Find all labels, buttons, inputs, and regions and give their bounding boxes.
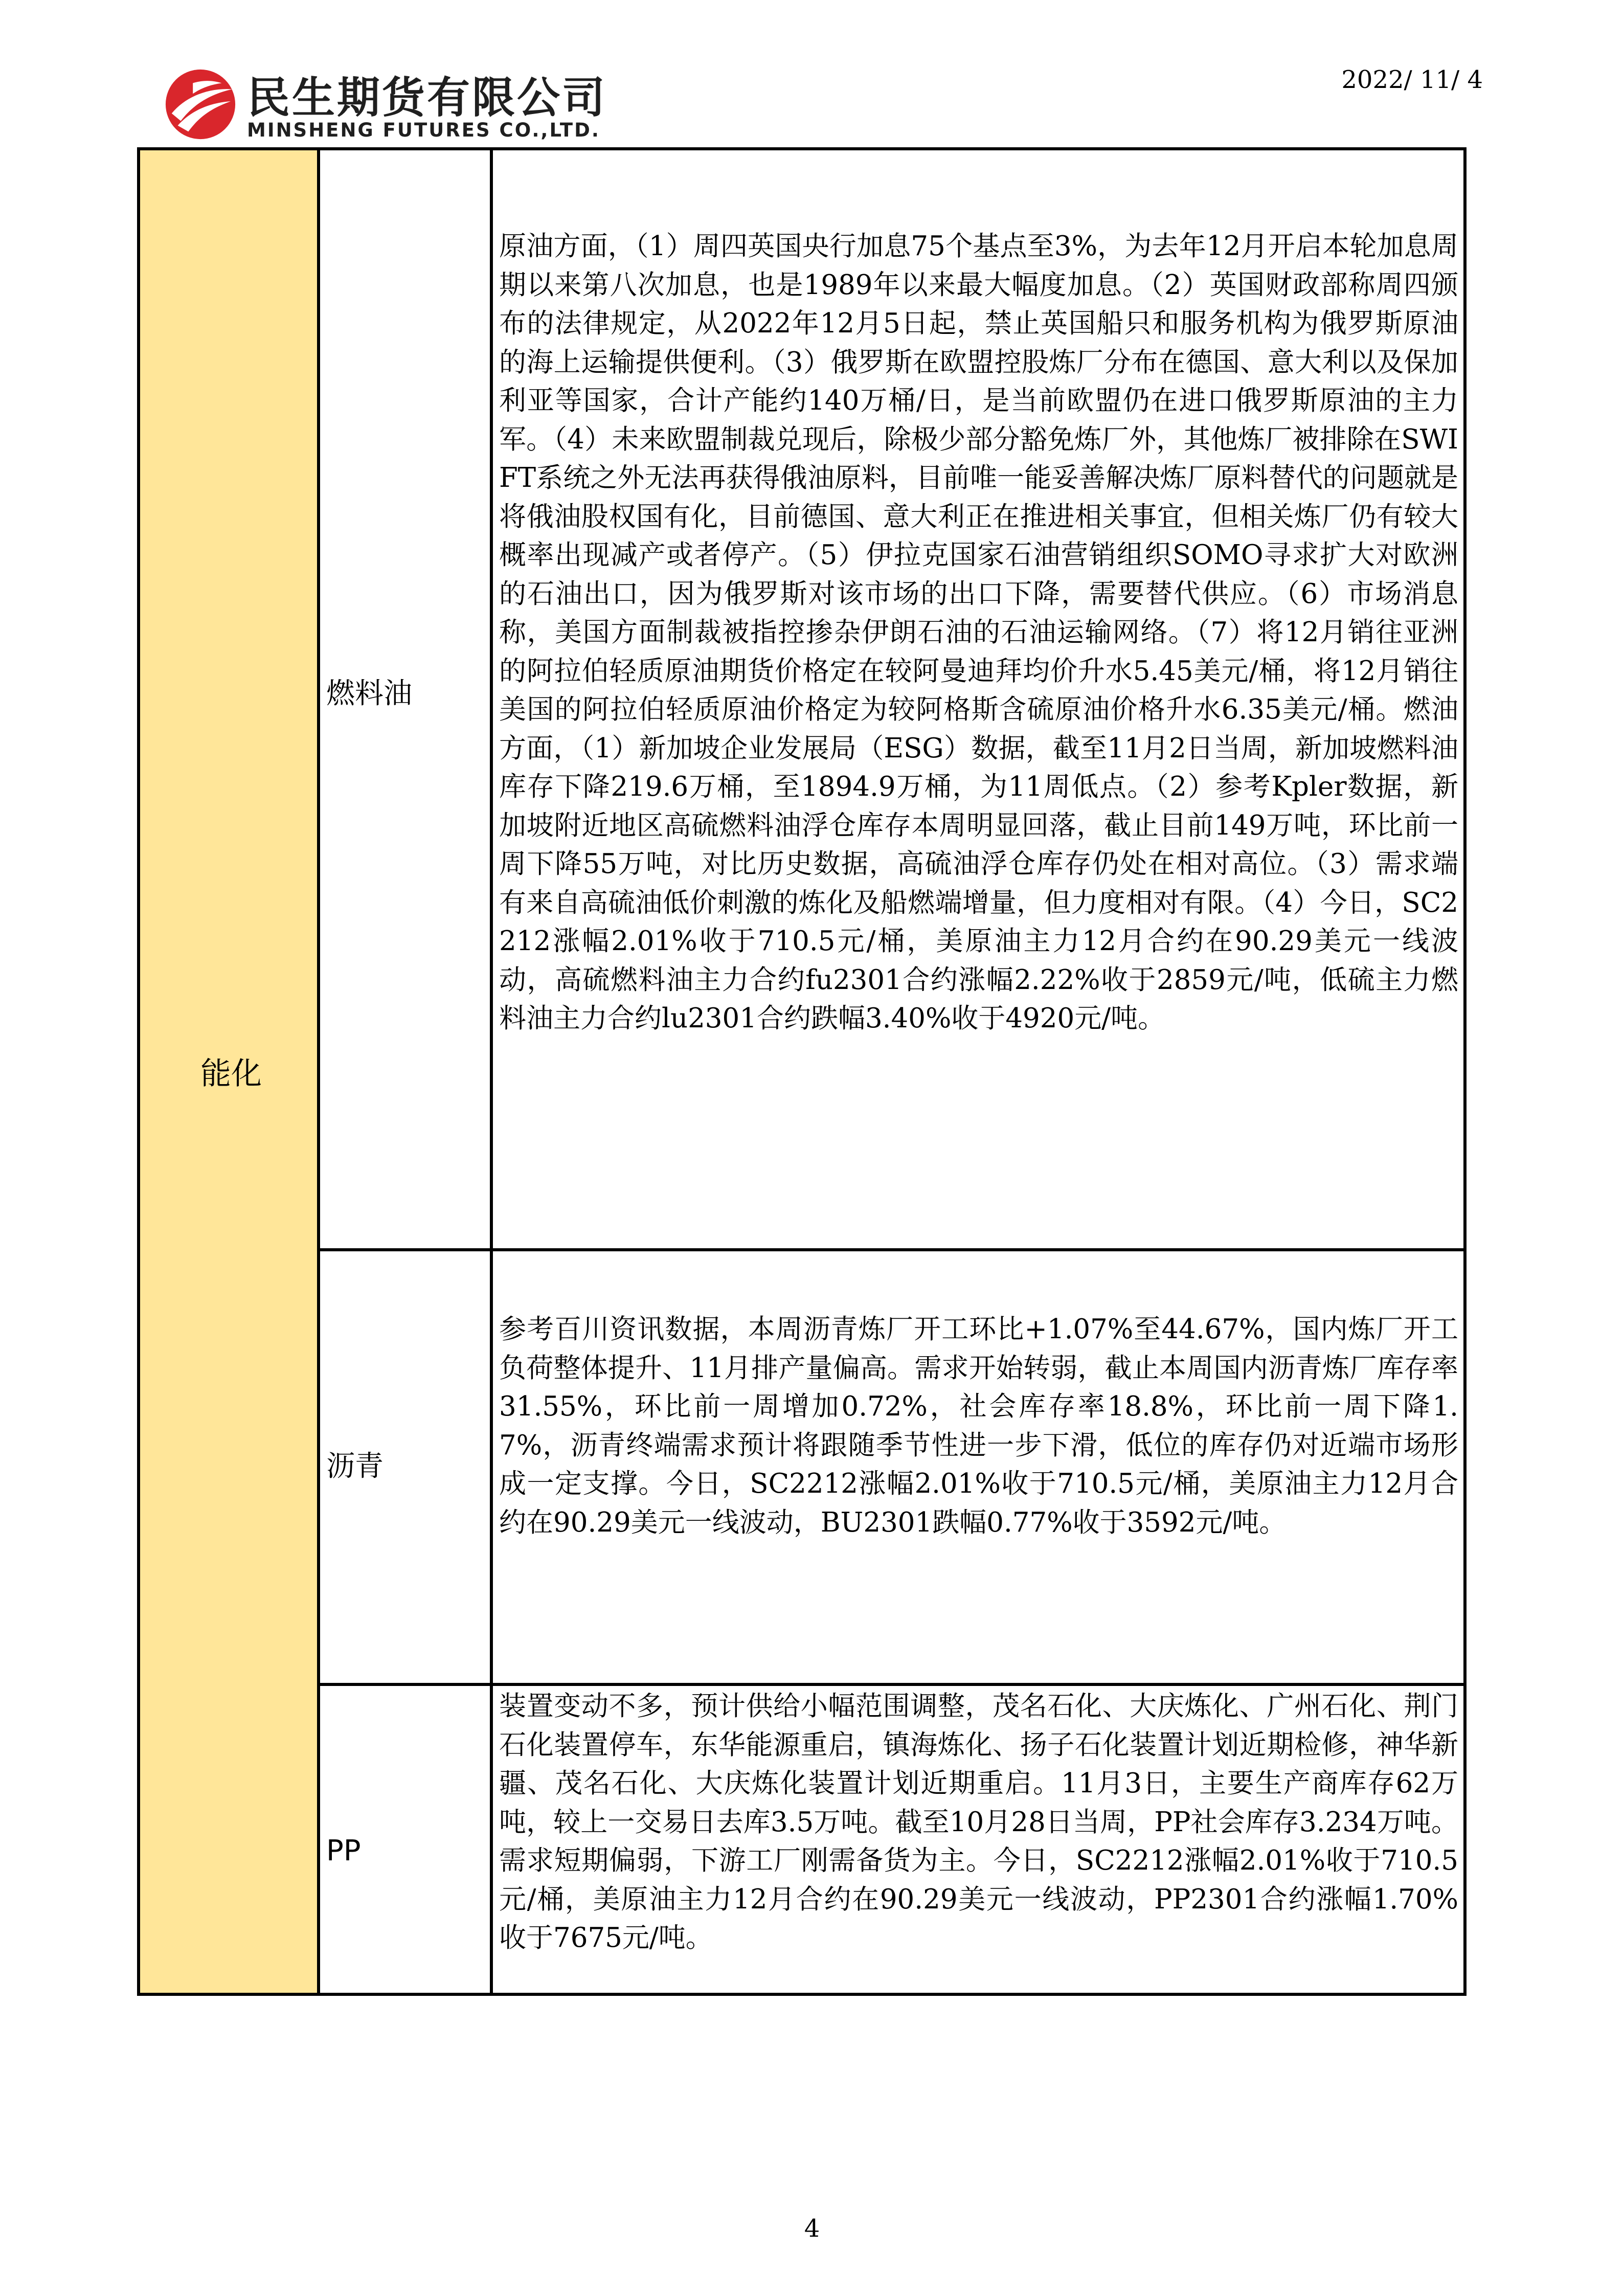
- row-name: 燃料油: [326, 677, 412, 710]
- row-name: PP: [326, 1834, 361, 1868]
- row-name-cell: [320, 150, 493, 1248]
- row-description: 装置变动不多，预计供给小幅范围调整，茂名石化、大庆炼化、广州石化、荆门石化装置停车，东华能源重启，镇海炼化、扬子石化装置计划近期检修，神华新疆、茂名石化、大庆炼化装置计划近期重启。11月3日，主要生产商库存62万吨，较上一交易日去库3.5万吨。截至10月28日当周，PP社会库存3.234万吨。需求短期偏弱，下游工厂刚需备货为主。今日，SC2212涨幅2.01%收于710.5元/桶，美原油主力12月合约在90.29美元一线波动，PP2301合约涨幅1.70%收于7675元/吨。: [499, 1691, 1458, 1953]
- minsheng-logo-icon: [163, 66, 238, 142]
- commodity-table: [137, 147, 1467, 1996]
- row-name-cell: [320, 1251, 493, 1683]
- company-name-cn: 民生期货有限公司: [247, 73, 607, 123]
- category-cell: [140, 150, 320, 1993]
- table-row: [320, 150, 1463, 1248]
- row-description: 参考百川资讯数据，本周沥青炼厂开工环比+1.07%至44.67%，国内炼厂开工负荷整体提升、11月排产量偏高。需求开始转弱，截止本周国内沥青炼厂库存率31.55%，环比前一周增加0.72%，社会库存率18.8%，环比前一周下降1.7%，沥青终端需求预计将跟随季节性进一步下滑，低位的库存仍对近端市场形成一定支撑。今日，SC2212涨幅2.01%收于710.5元/桶，美原油主力12月合约在90.29美元一线波动，BU2301跌幅0.77%收于3592元/吨。: [499, 1314, 1458, 1538]
- table-row: [320, 1683, 1463, 1993]
- page-header: [0, 0, 1624, 148]
- row-name: 沥青: [326, 1450, 384, 1483]
- page-number: 4: [804, 2214, 820, 2243]
- row-name-cell: [320, 1686, 493, 1993]
- report-date: 2022/ 11/ 4: [1341, 65, 1483, 94]
- row-description: 原油方面，（1）周四英国央行加息75个基点至3%，为去年12月开启本轮加息周期以来第八次加息，也是1989年以来最大幅度加息。（2）英国财政部称周四颁布的法律规定，从2022年12月5日起，禁止英国船只和服务机构为俄罗斯原油的海上运输提供便利。（3）俄罗斯在欧盟控股炼厂分布在德国、意大利以及保加利亚等国家，合计产能约140万桶/日，是当前欧盟仍在进口俄罗斯原油的主力军。（4）未来欧盟制裁兑现后，除极少部分豁免炼厂外，其他炼厂被排除在SWIFT系统之外无法再获得俄油原料，目前唯一能妥善解决炼厂原料替代的问题就是将俄油股权国有化，目前德国、意大利正在推进相关事宜，但相关炼厂仍有较大概率出现减产或者停产。（5）伊拉克国家石油营销组织SOMO寻求扩大对欧洲的石油出口，因为俄罗斯对该市场的出口下降，需要替代供应。（6）市场消息称，美国方面制裁被指控掺杂伊朗石油的石油运输网络。（7）将12月销往亚洲的阿拉伯轻质原油期货价格定在较阿曼迪拜均价升水5.45美元/桶，将12月销往美国的阿拉伯轻质原油价格定为较阿格斯含硫原油价格升水6.35美元/桶。燃油方面，（1）新加坡企业发展局（ESG）数据，截至11月2日当周，新加坡燃料油库存下降219.6万桶，至1894.9万桶，为11周低点。（2）参考Kpler数据，新加坡附近地区高硫燃料油浮仓库存本周明显回落，截止目前149万吨，环比前一周下降55万吨，对比历史数据，高硫油浮仓库存仍处在相对高位。（3）需求端有来自高硫油低价刺激的炼化及船燃端增量，但力度相对有限。（4）今日，SC2212涨幅2.01%收于710.5元/桶，美原油主力12月合约在90.29美元一线波动，高硫燃料油主力合约fu2301合约涨幅2.22%收于2859元/吨，低硫主力燃料油主力合约lu2301合约跌幅3.40%收于4920元/吨。: [499, 231, 1458, 1034]
- company-name-en: MINSHENG FUTURES CO.,LTD.: [247, 119, 600, 141]
- category-label: 能化: [200, 1056, 262, 1092]
- table-row: [320, 1248, 1463, 1683]
